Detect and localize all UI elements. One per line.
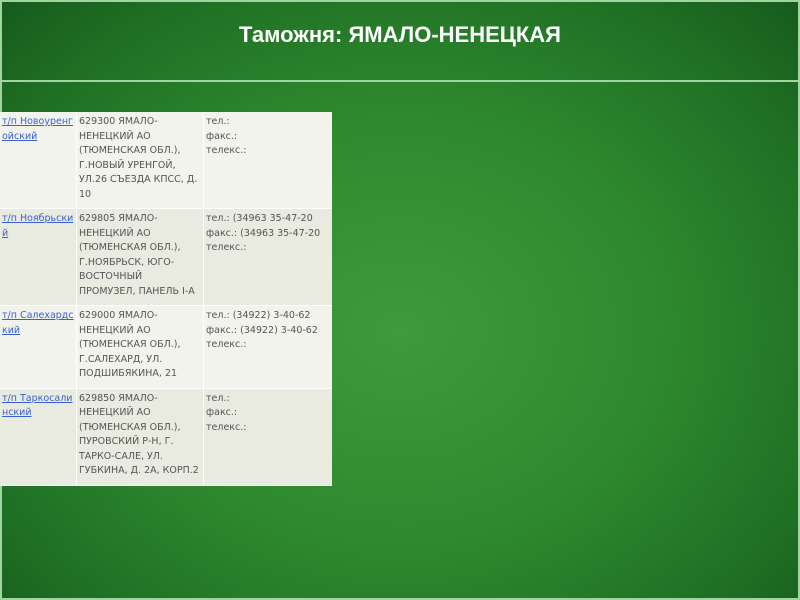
post-name-cell bbox=[0, 112, 77, 209]
table-row bbox=[0, 209, 332, 306]
title-prefix: Таможня: bbox=[239, 22, 343, 47]
post-name-link[interactable]: т/п Новоуренгойский bbox=[2, 116, 74, 142]
post-name-link[interactable]: т/п Салехардский bbox=[2, 310, 74, 336]
post-contacts-cell bbox=[204, 306, 333, 389]
post-phone: тел.: bbox=[206, 116, 230, 127]
post-address-cell bbox=[77, 112, 204, 209]
post-telex: телекс.: bbox=[206, 145, 247, 156]
post-address-cell bbox=[77, 306, 204, 389]
post-contacts-cell bbox=[204, 388, 333, 485]
title-customs-name: ЯМАЛО-НЕНЕЦКАЯ bbox=[348, 22, 561, 47]
post-fax: факс.: (34963 35-47-20 bbox=[206, 227, 321, 239]
post-phone: тел.: (34922) 3-40-62 bbox=[206, 310, 311, 321]
title-bar bbox=[0, 0, 800, 82]
post-phone: тел.: (34963 35-47-20 bbox=[206, 213, 313, 224]
post-name-link[interactable]: т/п Ноябрьский bbox=[2, 213, 74, 239]
table-row bbox=[0, 388, 332, 485]
post-name-cell bbox=[0, 388, 77, 485]
post-telex: телекс.: bbox=[206, 339, 247, 350]
post-address-cell bbox=[77, 209, 204, 306]
post-contacts-cell bbox=[204, 112, 333, 209]
post-address: 629300 ЯМАЛО-НЕНЕЦКИЙ АО (ТЮМЕНСКАЯ ОБЛ.), Г.НОВЫЙ УРЕНГОЙ, УЛ.26 СЪЕЗДА КПСС, Д. 10 bbox=[79, 116, 198, 200]
page-title bbox=[0, 22, 800, 48]
post-fax: факс.: bbox=[206, 407, 238, 418]
customs-posts-table-container bbox=[0, 112, 326, 484]
table-row bbox=[0, 112, 332, 209]
post-fax: факс.: bbox=[206, 130, 238, 142]
post-address-cell bbox=[77, 388, 204, 485]
post-name-link[interactable]: т/п Таркосалинский bbox=[2, 392, 73, 418]
post-phone: тел.: bbox=[206, 392, 230, 404]
post-telex: телекс.: bbox=[206, 421, 247, 433]
post-address: 629000 ЯМАЛО-НЕНЕЦКИЙ АО (ТЮМЕНСКАЯ ОБЛ.), Г.САЛЕХАРД, УЛ. ПОДШИБЯКИНА, 21 bbox=[79, 310, 181, 379]
post-address: 629805 ЯМАЛО-НЕНЕЦКИЙ АО (ТЮМЕНСКАЯ ОБЛ.), Г.НОЯБРЬСК, ЮГО-ВОСТОЧНЫЙ ПРОМУЗЕЛ, ПАНЕЛЬ I-А bbox=[79, 213, 195, 297]
post-name-cell bbox=[0, 306, 77, 389]
post-address: 629850 ЯМАЛО-НЕНЕЦКИЙ АО (ТЮМЕНСКАЯ ОБЛ.), ПУРОВСКИЙ Р-Н, Г. ТАРКО-САЛЕ, УЛ. ГУБКИНА, Д. 2А, КОРП.2 bbox=[79, 392, 199, 476]
post-name-cell bbox=[0, 209, 77, 306]
table-row bbox=[0, 306, 332, 389]
post-telex: телекс.: bbox=[206, 242, 247, 253]
post-contacts-cell bbox=[204, 209, 333, 306]
post-fax: факс.: (34922) 3-40-62 bbox=[206, 324, 318, 336]
customs-posts-table bbox=[0, 112, 332, 486]
